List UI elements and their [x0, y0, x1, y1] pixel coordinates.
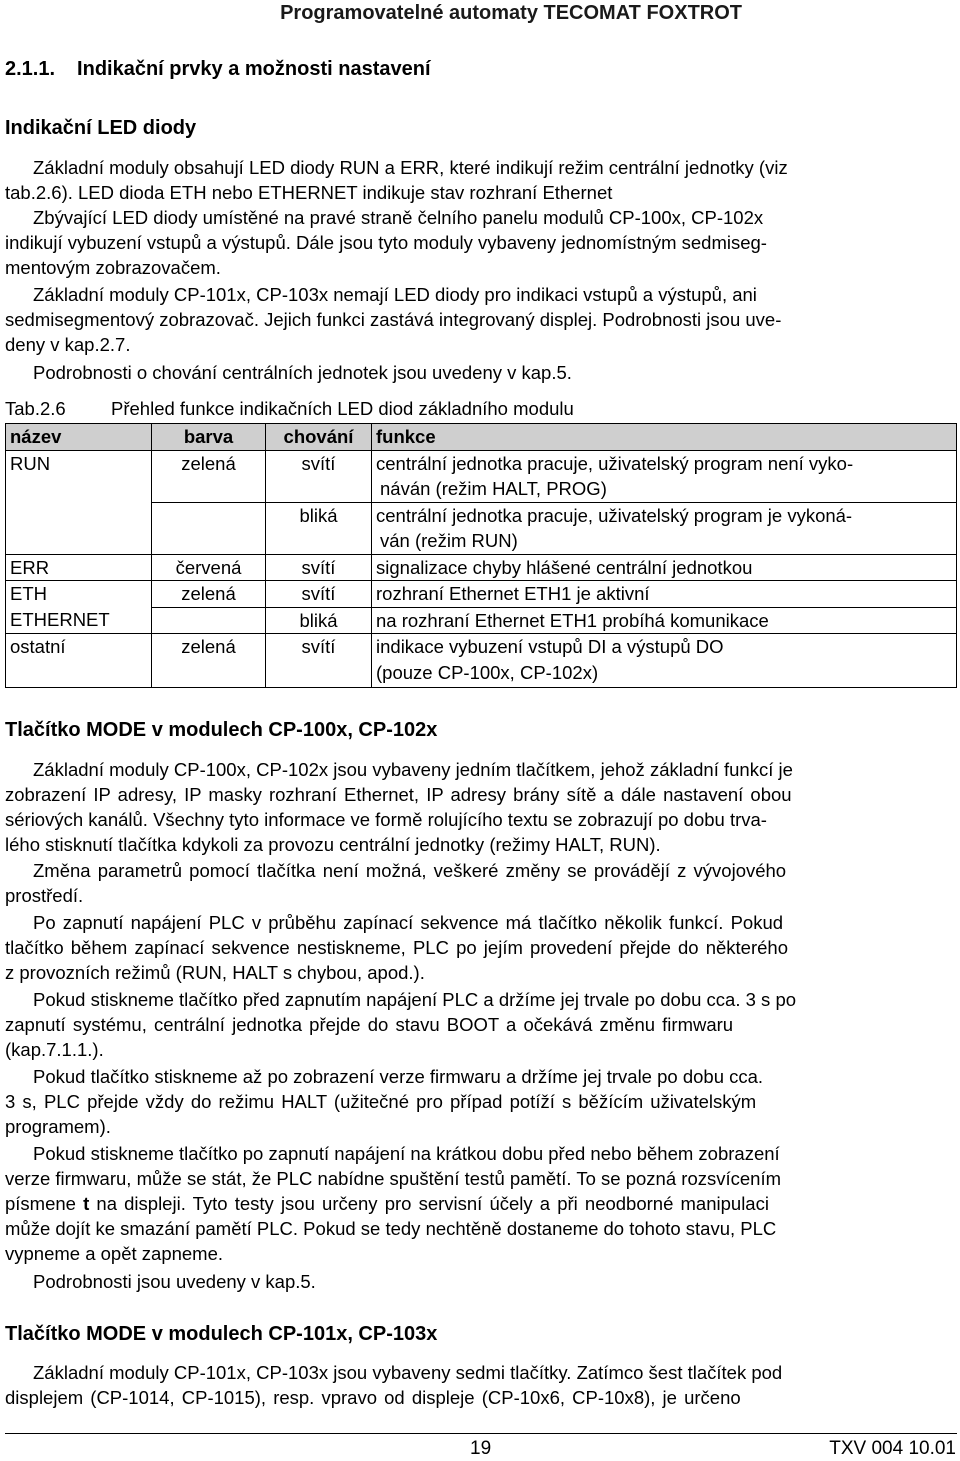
paragraph-line: zobrazení IP adresy, IP masky rozhraní Ethernet, IP adresy brány sítě a dále nastavení obou	[5, 784, 792, 805]
led-behavior: svítí	[266, 634, 372, 688]
column-header: funkce	[372, 424, 957, 451]
table-row	[6, 607, 957, 634]
footer-rule	[5, 1433, 957, 1434]
paragraph-line: prostředí.	[5, 885, 84, 906]
led-function: rozhraní Ethernet ETH1 je aktivní	[372, 581, 957, 608]
paragraph-line: Pokud tlačítko stiskneme až po zobrazení verze firmwaru a držíme jej trvale po dobu cca.	[33, 1066, 764, 1087]
paragraph-line: Pokud stiskneme tlačítko po zapnutí napájení na krátkou dobu před nebo během zobrazení	[33, 1143, 780, 1164]
section-title: Indikační prvky a možnosti nastavení	[77, 58, 431, 80]
page-number: 19	[470, 1438, 492, 1459]
led-color: zelená	[152, 450, 266, 502]
led-name: ETHERNET	[10, 609, 110, 630]
document-id: TXV 004 10.01	[829, 1438, 956, 1459]
paragraph-line: může dojít ke smazání pamětí PLC. Pokud se tedy nechtěně dostaneme do tohoto stavu, PLC	[5, 1218, 777, 1239]
paragraph-line: sériových kanálů. Všechny tyto informace ve formě rolujícího textu se zobrazují po dobu trva-	[5, 809, 767, 830]
paragraph-line: Po zapnutí napájení PLC v průběhu zapínací sekvence má tlačítko několik funkcí. Pokud	[33, 912, 784, 933]
led-name: ETH	[6, 581, 152, 608]
table-row	[6, 502, 957, 554]
paragraph-line: programem).	[5, 1116, 111, 1137]
table-row	[6, 634, 957, 688]
paragraph-line: verze firmwaru, může se stát, že PLC nabídne spuštění testů pamětí. To se pozná rozsvícením	[5, 1168, 781, 1189]
running-header: Programovatelné automaty TECOMAT FOXTROT	[280, 2, 742, 24]
led-behavior: svítí	[266, 581, 372, 608]
subsection-title-leds: Indikační LED diody	[5, 117, 197, 139]
led-function: na rozhraní Ethernet ETH1 probíhá komunikace	[372, 607, 957, 634]
led-behavior: svítí	[266, 450, 372, 502]
paragraph-line: Základní moduly CP-101x, CP-103x nemají LED diody pro indikaci vstupů a výstupů, ani	[33, 284, 757, 305]
led-function: indikace vybuzení vstupů DI a výstupů DO (pouze CP-100x, CP-102x)	[372, 634, 957, 688]
led-color: červená	[152, 554, 266, 581]
led-table	[5, 423, 957, 688]
led-name: RUN	[6, 450, 152, 502]
led-function: signalizace chyby hlášené centrální jednotkou	[372, 554, 957, 581]
table-header-row	[6, 424, 957, 451]
paragraph-line: lého stisknutí tlačítka kdykoli za provozu centrální jednotky (režimy HALT, RUN).	[5, 834, 661, 855]
led-behavior: svítí	[266, 554, 372, 581]
section-heading	[5, 58, 431, 81]
paragraph-line: (kap.7.1.1.).	[5, 1039, 104, 1060]
table-caption: Přehled funkce indikačních LED diod základního modulu	[111, 398, 574, 419]
subsection-title-mode-100x: Tlačítko MODE v modulech CP-100x, CP-102x	[5, 719, 438, 741]
column-header: název	[6, 424, 152, 451]
paragraph-line: Zbývající LED diody umístěné na pravé straně čelního panelu modulů CP-100x, CP-102x	[33, 207, 764, 228]
paragraph-line: tab.2.6). LED dioda ETH nebo ETHERNET indikuje stav rozhraní Ethernet	[5, 182, 613, 203]
table-row	[6, 554, 957, 581]
led-color: zelená	[152, 581, 266, 608]
paragraph-line: Podrobnosti jsou uvedeny v kap.5.	[33, 1271, 316, 1292]
led-function: centrální jednotka pracuje, uživatelský program je vykoná- ván (režim RUN)	[372, 502, 957, 554]
column-header: barva	[152, 424, 266, 451]
table-caption-id: Tab.2.6	[5, 398, 66, 419]
paragraph-line: Změna parametrů pomocí tlačítka není možná, veškeré změny se provádějí z vývojového	[33, 860, 787, 881]
paragraph-line: zapnutí systému, centrální jednotka přejde do stavu BOOT a očekává změnu firmwaru	[5, 1014, 734, 1035]
section-number: 2.1.1.	[5, 58, 56, 80]
paragraph-line: písmene t na displeji. Tyto testy jsou určeny pro servisní účely a při neodborné manipulaci	[5, 1193, 769, 1214]
led-behavior: bliká	[266, 607, 372, 634]
paragraph-line: 3 s, PLC přejde vždy do režimu HALT (užitečné pro případ potíží s běžícím uživatelským	[5, 1091, 757, 1112]
paragraph-line: Pokud stiskneme tlačítko před zapnutím napájení PLC a držíme jej trvale po dobu cca. 3 s po	[33, 989, 797, 1010]
led-color: zelená	[152, 634, 266, 688]
paragraph-line: indikují vybuzení vstupů a výstupů. Dále jsou tyto moduly vybaveny jednomístným sedmiseg-	[5, 232, 767, 253]
paragraph-line: tlačítko během zapínací sekvence nestiskneme, PLC po jejím provedení přejde do některého	[5, 937, 788, 958]
paragraph-line: Podrobnosti o chování centrálních jednotek jsou uvedeny v kap.5.	[33, 362, 572, 383]
paragraph-line: Základní moduly CP-101x, CP-103x jsou vybaveny sedmi tlačítky. Zatímco šest tlačítek pod	[33, 1362, 783, 1383]
led-function: centrální jednotka pracuje, uživatelský program není vyko- náván (režim HALT, PROG)	[372, 450, 957, 502]
paragraph-line: Základní moduly CP-100x, CP-102x jsou vybaveny jedním tlačítkem, jehož základní funkcí je	[33, 759, 793, 780]
paragraph-line: displejem (CP-1014, CP-1015), resp. vpravo od displeje (CP-10x6, CP-10x8), je určeno	[5, 1387, 741, 1408]
led-name: ERR	[6, 554, 152, 581]
letter-t: t	[83, 1193, 90, 1214]
column-header: chování	[266, 424, 372, 451]
paragraph-line: sedmisegmentový zobrazovač. Jejich funkci zastává integrovaný displej. Podrobnosti jsou uve-	[5, 309, 782, 330]
paragraph-line: z provozních režimů (RUN, HALT s chybou, apod.).	[5, 962, 425, 983]
table-row	[6, 581, 957, 608]
led-name: ostatní	[6, 634, 152, 688]
paragraph-line: Základní moduly obsahují LED diody RUN a ERR, které indikují režim centrální jednotky (viz	[33, 157, 788, 178]
paragraph-line: vypneme a opět zapneme.	[5, 1243, 224, 1264]
paragraph-line: mentovým zobrazovačem.	[5, 257, 221, 278]
table-row	[6, 450, 957, 502]
subsection-title-mode-101x: Tlačítko MODE v modulech CP-101x, CP-103x	[5, 1323, 438, 1345]
led-behavior: bliká	[266, 502, 372, 554]
paragraph-line: deny v kap.2.7.	[5, 334, 131, 355]
